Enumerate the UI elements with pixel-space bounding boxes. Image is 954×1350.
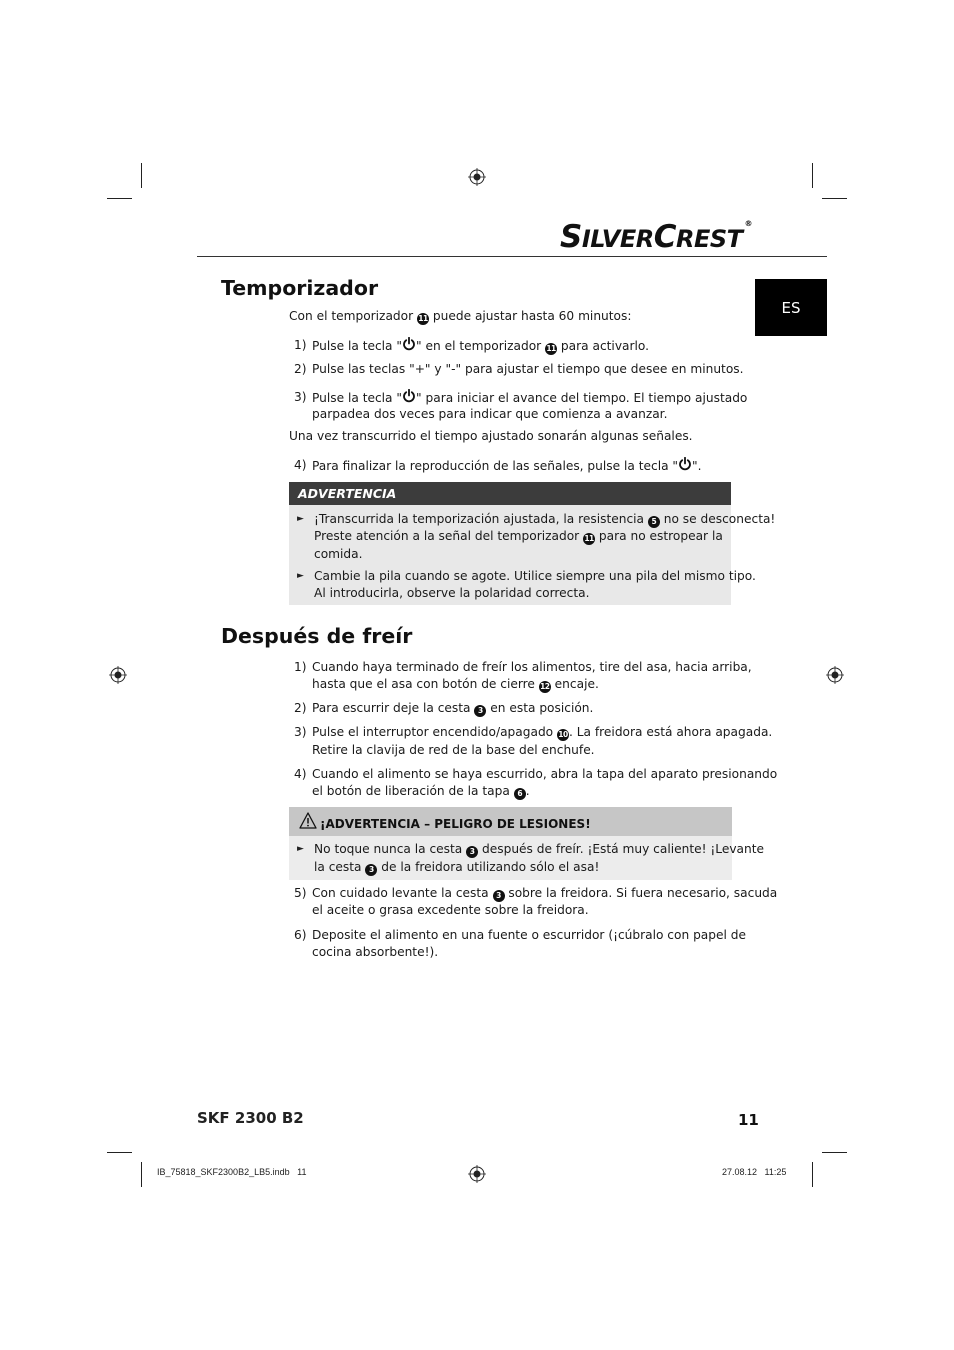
warning-text: Al introducirla, observe la polaridad correcta. bbox=[314, 586, 590, 600]
registration-mark-icon bbox=[468, 1165, 486, 1183]
step-text: Pulse las teclas "+" y "-" para ajustar el tiempo que desee en minutos. bbox=[312, 362, 744, 376]
step-number: 4) bbox=[294, 458, 307, 472]
step-text: Con cuidado levante la cesta 3 sobre la freidora. Si fuera necesario, sacuda bbox=[312, 886, 778, 900]
print-slug-date: 27.08.12 11:25 bbox=[722, 1167, 787, 1177]
intro-text: Con el temporizador 11 puede ajustar hasta 60 minutos: bbox=[289, 309, 632, 323]
part-number-icon: 3 bbox=[474, 705, 486, 717]
step-text: Pulse la tecla " " en el temporizador 11 para activarlo. bbox=[312, 339, 650, 353]
power-icon bbox=[402, 337, 416, 351]
print-slug-file: IB_75818_SKF2300B2_LB5.indb 11 bbox=[157, 1167, 307, 1177]
registration-mark-icon bbox=[109, 666, 127, 684]
crop-mark bbox=[822, 198, 847, 199]
power-icon bbox=[402, 389, 416, 403]
step-text: Retire la clavija de red de la base del enchufe. bbox=[312, 743, 595, 757]
step-text: hasta que el asa con botón de cierre 12 encaje. bbox=[312, 677, 599, 691]
part-number-icon: 10 bbox=[558, 730, 568, 739]
warning-text: ¡Transcurrida la temporización ajustada, la resistencia 5 no se desconecta! bbox=[314, 512, 776, 526]
step-number: 2) bbox=[294, 701, 307, 715]
step-number: 5) bbox=[294, 886, 307, 900]
part-number-icon: 6 bbox=[514, 788, 526, 800]
crop-mark bbox=[822, 1152, 847, 1153]
part-number-icon: 3 bbox=[493, 890, 505, 902]
part-number-icon: 3 bbox=[365, 864, 377, 876]
crop-mark bbox=[141, 163, 142, 188]
part-number-icon: 11 bbox=[546, 344, 556, 353]
bullet-arrow-icon: ► bbox=[297, 571, 304, 581]
bullet-arrow-icon: ► bbox=[297, 514, 304, 524]
danger-text: la cesta 3 de la freidora utilizando sólo el asa! bbox=[314, 860, 600, 874]
step-text: Para escurrir deje la cesta 3 en esta posición. bbox=[312, 701, 594, 715]
step-number: 1) bbox=[294, 338, 307, 352]
warning-text: Cambie la pila cuando se agote. Utilice siempre una pila del mismo tipo. bbox=[314, 569, 756, 583]
step-text: Pulse la tecla " " para iniciar el avance del tiempo. El tiempo ajustado bbox=[312, 391, 748, 405]
step-text: Deposite el alimento en una fuente o escurridor (¡cúbralo con papel de bbox=[312, 928, 747, 942]
step-text: Cuando haya terminado de freír los alimentos, tire del asa, hacia arriba, bbox=[312, 660, 752, 674]
step-number: 3) bbox=[294, 725, 307, 739]
warning-title: ADVERTENCIA bbox=[298, 486, 397, 501]
power-icon bbox=[678, 457, 692, 471]
step-text: parpadea dos veces para indicar que comienza a avanzar. bbox=[312, 407, 668, 421]
step-text: cocina absorbente!). bbox=[312, 945, 439, 959]
crop-mark bbox=[812, 1162, 813, 1187]
step-number: 4) bbox=[294, 767, 307, 781]
footer-model: SKF 2300 B2 bbox=[197, 1109, 304, 1127]
part-number-icon: 11 bbox=[418, 314, 428, 323]
step-text: el botón de liberación de la tapa 6 . bbox=[312, 784, 530, 798]
brand-logo: SILVERCREST® bbox=[560, 219, 752, 255]
part-number-icon: 12 bbox=[540, 682, 550, 691]
warning-text: Preste atención a la señal del temporizador 11 para no estropear la bbox=[314, 529, 723, 543]
language-tab: ES bbox=[755, 279, 827, 336]
crop-mark bbox=[812, 163, 813, 188]
crop-mark bbox=[141, 1162, 142, 1187]
warning-text: comida. bbox=[314, 547, 363, 561]
step-text: el aceite o grasa excedente sobre la freidora. bbox=[312, 903, 589, 917]
warning-triangle-icon bbox=[299, 812, 317, 829]
part-number-icon: 5 bbox=[648, 516, 660, 528]
danger-title: ¡ADVERTENCIA – PELIGRO DE LESIONES! bbox=[320, 817, 591, 831]
step-text: Cuando el alimento se haya escurrido, abra la tapa del aparato presionando bbox=[312, 767, 778, 781]
step-number: 2) bbox=[294, 362, 307, 376]
step-number: 3) bbox=[294, 390, 307, 404]
section-title-despues-de-freir: Después de freír bbox=[221, 624, 413, 648]
step-text: Pulse el interruptor encendido/apagado 10. La freidora está ahora apagada. bbox=[312, 725, 773, 739]
step-text: Para finalizar la reproducción de las señales, pulse la tecla " ". bbox=[312, 459, 702, 473]
crop-mark bbox=[107, 198, 132, 199]
header-rule bbox=[197, 256, 827, 257]
registration-mark-icon bbox=[468, 168, 486, 186]
danger-text: No toque nunca la cesta 3 después de freír. ¡Está muy caliente! ¡Levante bbox=[314, 842, 765, 856]
page-number: 11 bbox=[738, 1111, 759, 1129]
part-number-icon: 3 bbox=[466, 846, 478, 858]
section-title-temporizador: Temporizador bbox=[221, 276, 379, 300]
body-text: Una vez transcurrido el tiempo ajustado sonarán algunas señales. bbox=[289, 429, 693, 443]
step-number: 6) bbox=[294, 928, 307, 942]
part-number-icon: 11 bbox=[584, 534, 594, 543]
step-number: 1) bbox=[294, 660, 307, 674]
bullet-arrow-icon: ► bbox=[297, 844, 304, 854]
crop-mark bbox=[107, 1152, 132, 1153]
registration-mark-icon bbox=[826, 666, 844, 684]
